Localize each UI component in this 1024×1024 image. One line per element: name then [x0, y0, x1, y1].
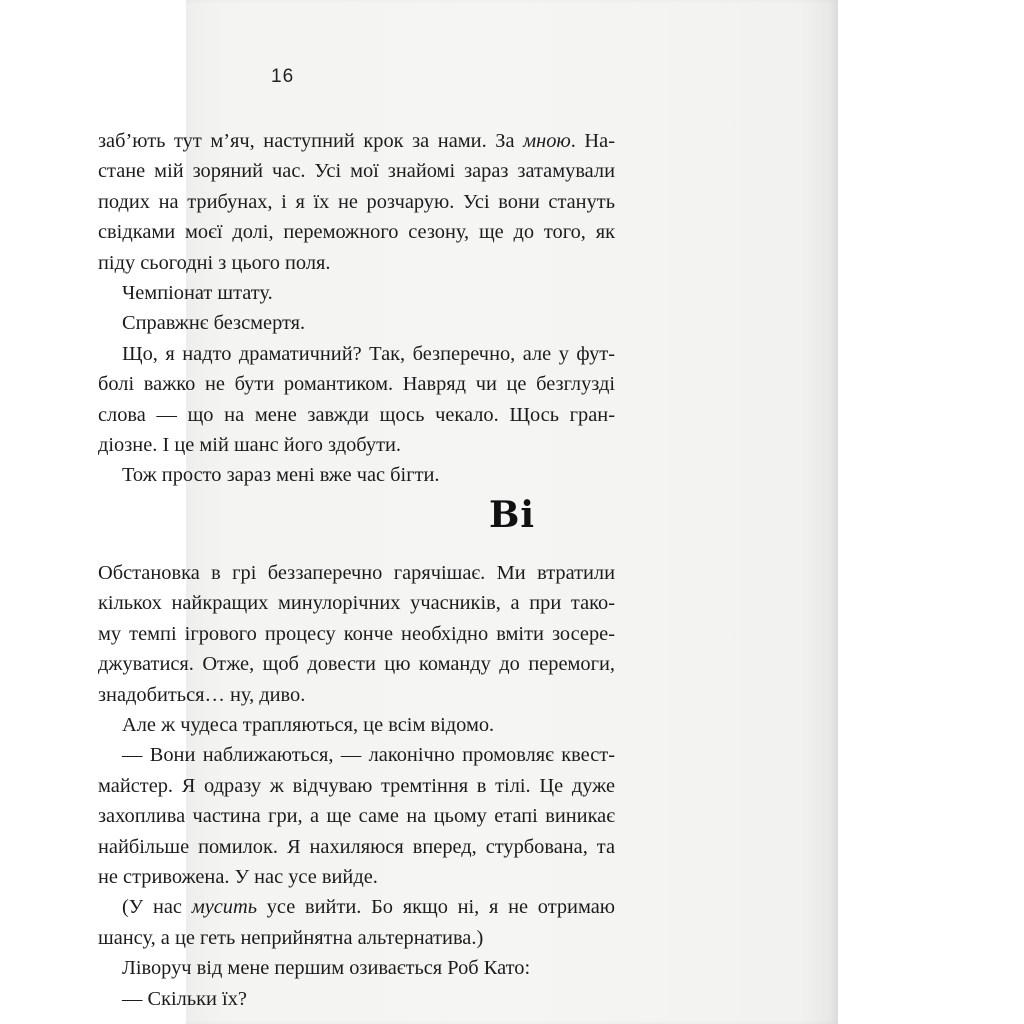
text-line: Тож просто зараз мені вже час бігти.	[122, 464, 440, 487]
paragraph	[98, 740, 615, 892]
text-line: Обстановка в грі беззаперечно гарячішає. Ми втратили	[98, 562, 615, 584]
text-line: найбільше помилок. Я нахиляюся вперед, стурбована, та	[98, 835, 615, 858]
text-line: джуватися. Отже, щоб довести цю команду до перемоги,	[98, 653, 615, 676]
text-line: Ліворуч від мене першим озивається Роб Като:	[122, 957, 531, 980]
text-line: піду сьогодні з цього поля.	[98, 251, 331, 274]
text-line: — Вони наближаються, — лаконічно промовляє квест-	[122, 744, 615, 767]
text-line: подих на трибунах, і я їх не розчарую. Усі вони стануть	[98, 190, 615, 213]
italic-emphasis: мусить	[191, 896, 258, 919]
paragraph	[98, 953, 615, 983]
text-line: кількох найкращих минулорічних учасників, а при тако-	[98, 592, 615, 615]
paragraph	[98, 278, 615, 308]
text-line: Що, я надто драматичний? Так, безперечно, але у фут-	[122, 342, 615, 365]
paragraph	[98, 558, 615, 710]
text-line: шансу, а це геть неприйнятна альтернатива.)	[98, 926, 484, 949]
paragraph	[98, 339, 615, 461]
text-section-2	[98, 558, 615, 1014]
paragraph	[98, 308, 615, 338]
text-line: слова — що на мене завжди щось чекало. Щось гран-	[98, 403, 615, 426]
text-line: діозне. І це мій шанс його здобути.	[98, 434, 402, 457]
text-section-1	[98, 126, 615, 491]
text-line: Але ж чудеса трапляються, це всім відомо.	[122, 714, 495, 737]
text-line: Чемпіонат штату.	[122, 282, 273, 305]
text-line: Справжнє безсмертя.	[122, 312, 306, 335]
paragraph	[98, 892, 615, 953]
text-line: свідками моєї долі, переможного сезону, ще до того, як	[98, 221, 615, 244]
text-line: — Скільки їх?	[122, 987, 247, 1010]
text-line: майстер. Я одразу ж відчуваю тремтіння в тілі. Це дуже	[98, 774, 615, 797]
text-line: стане мій зоряний час. Усі мої знайомі зараз затамували	[98, 160, 615, 183]
paragraph	[98, 710, 615, 740]
text-line: знадобиться… ну, диво.	[98, 683, 306, 706]
italic-emphasis: мною	[523, 130, 571, 152]
text-line: захоплива частина гри, а ще саме на цьому етапі виникає	[98, 805, 615, 828]
text-line: заб’ють тут м’яч, наступний крок за нами. За мною. На-	[98, 130, 615, 152]
paragraph	[98, 984, 615, 1014]
text-line: не стривожена. У нас усе вийде.	[98, 866, 378, 889]
paragraph	[98, 126, 615, 278]
chapter-heading: Ві	[488, 494, 536, 536]
text-line: (У нас мусить усе вийти. Бо якщо ні, я не отримаю	[122, 896, 616, 919]
text-line: болі важко не бути романтиком. Навряд чи це безглузді	[98, 373, 615, 396]
page-number: 16	[271, 66, 295, 87]
text-line: му темпі ігрового процесу конче необхідно вміти зосере-	[98, 622, 615, 645]
paragraph	[98, 460, 615, 490]
